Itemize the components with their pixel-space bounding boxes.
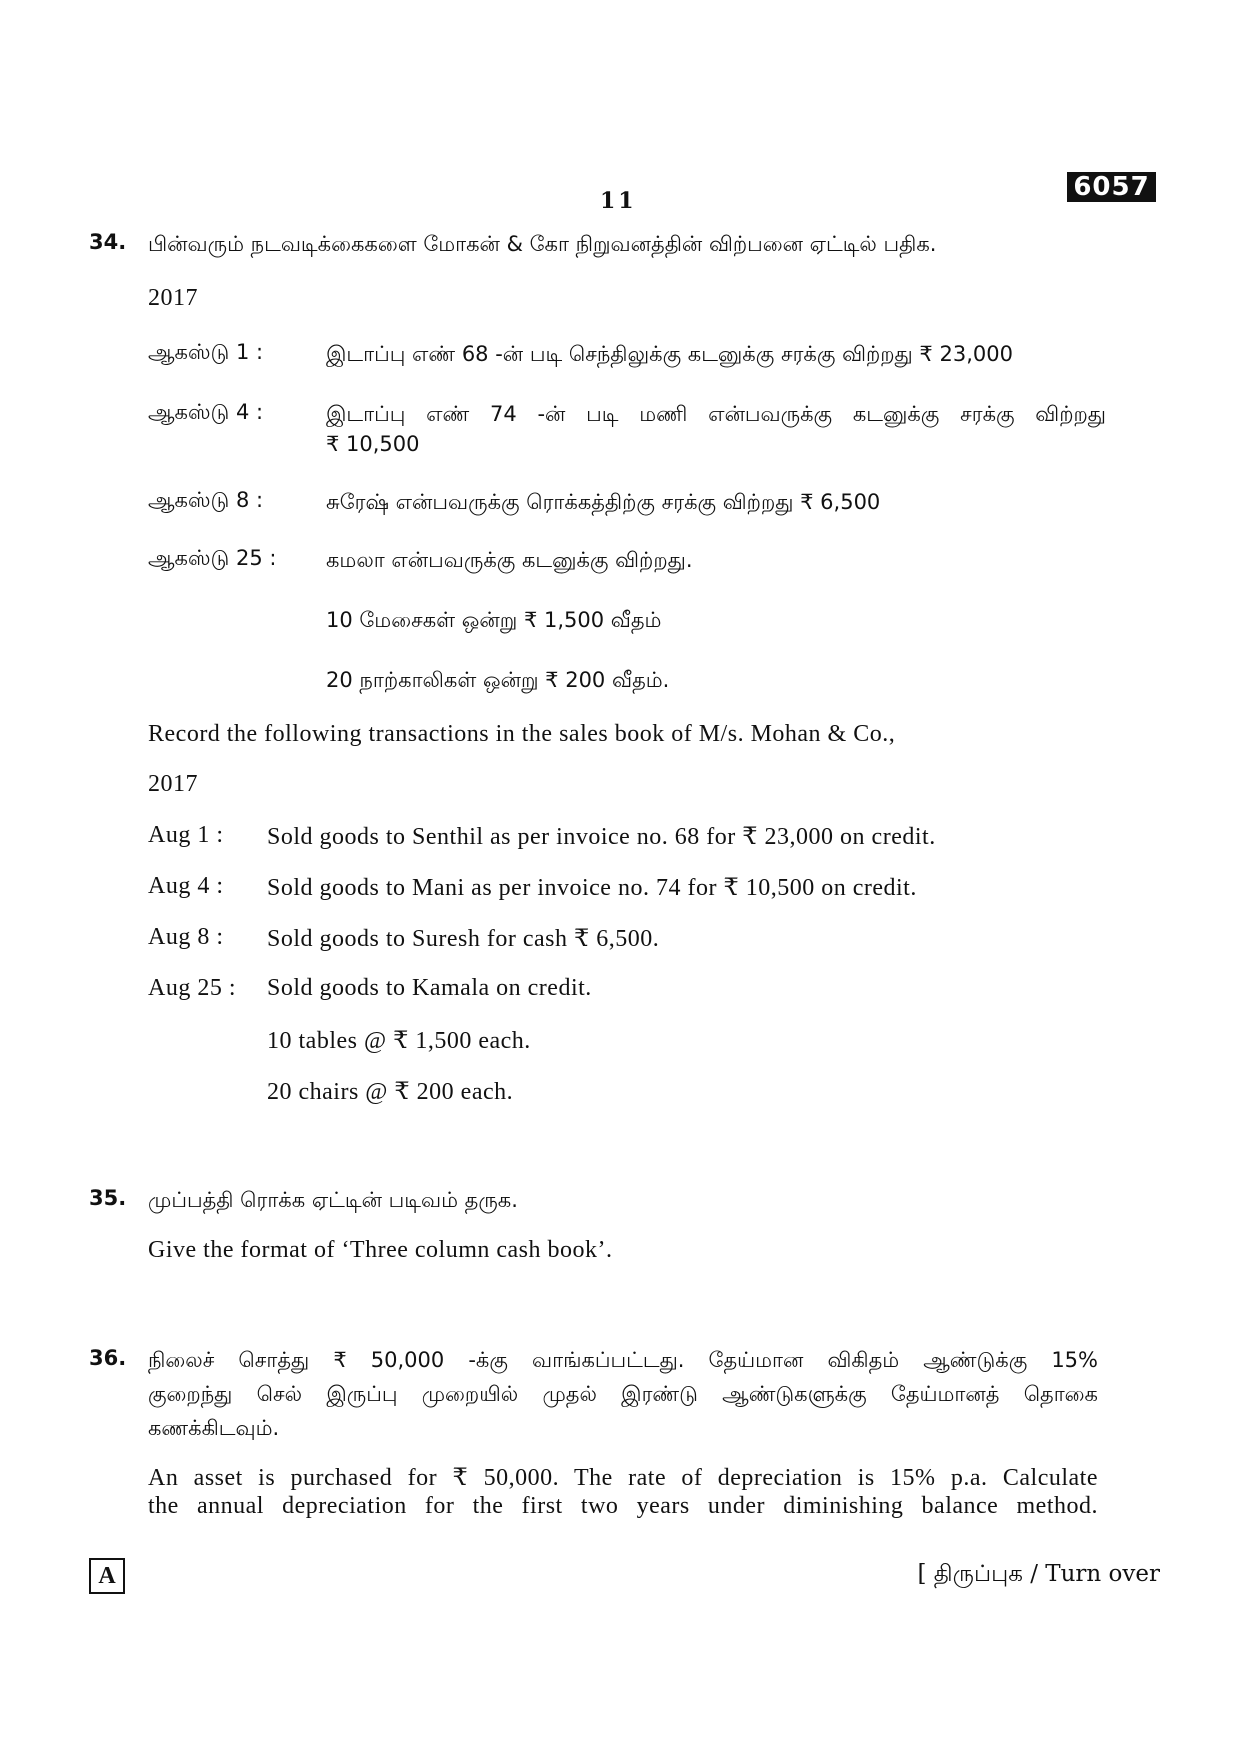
q34-english-entry-4: Sold goods to Kamala on credit. (267, 975, 592, 1001)
q34-tamil-date-4: ஆகஸ்டு 25 : (148, 546, 277, 570)
q36-tamil-line-1: நிலைச் சொத்து ₹ 50,000 -க்கு வாங்கப்பட்டது. தேய்மான விகிதம் ஆண்டுக்கு 15% (148, 1348, 1098, 1372)
q36-english-line-1: An asset is purchased for ₹ 50,000. The rate of depreciation is 15% p.a. Calculate (148, 1465, 1098, 1491)
question-number-34: 34. (89, 230, 127, 254)
q34-tamil-year: 2017 (148, 285, 198, 311)
q34-tamil-date-1: ஆகஸ்டு 1 : (148, 340, 264, 364)
q34-english-entry-1: Sold goods to Senthil as per invoice no. 68 for ₹ 23,000 on credit. (267, 824, 936, 850)
question-number-36: 36. (89, 1346, 127, 1370)
q34-tamil-entry-2: இடாப்பு எண் 74 -ன் படி மணி என்பவருக்கு கடனுக்கு சரக்கு விற்றது (326, 402, 1106, 426)
q34-english-date-2: Aug 4 : (148, 873, 224, 899)
turn-over-note: [ திருப்புக / Turn over (917, 1561, 1160, 1587)
q34-tamil-date-2: ஆகஸ்டு 4 : (148, 400, 264, 424)
page-number: 11 (600, 188, 637, 214)
q34-english-item-2: 20 chairs @ ₹ 200 each. (267, 1079, 514, 1105)
paper-code-badge: 6057 (1067, 172, 1156, 202)
q34-english-instruction: Record the following transactions in the sales book of M/s. Mohan & Co., (148, 721, 896, 747)
question-number-35: 35. (89, 1186, 127, 1210)
q36-tamil-line-3: கணக்கிடவும். (148, 1416, 280, 1440)
q34-english-date-3: Aug 8 : (148, 924, 224, 950)
booklet-label-box: A (89, 1558, 125, 1594)
q34-english-item-1: 10 tables @ ₹ 1,500 each. (267, 1028, 531, 1054)
q36-english-line-2: the annual depreciation for the first two years under diminishing balance method. (148, 1493, 1098, 1519)
q34-tamil-item-1: 10 மேசைகள் ஒன்று ₹ 1,500 வீதம் (326, 608, 662, 632)
q34-tamil-entry-2-amount: ₹ 10,500 (326, 432, 420, 456)
q34-tamil-date-3: ஆகஸ்டு 8 : (148, 488, 264, 512)
q35-english-text: Give the format of ‘Three column cash book’. (148, 1237, 613, 1263)
q34-english-date-4: Aug 25 : (148, 975, 236, 1001)
q34-tamil-item-2: 20 நாற்காலிகள் ஒன்று ₹ 200 வீதம். (326, 668, 670, 692)
q34-english-date-1: Aug 1 : (148, 822, 224, 848)
q36-tamil-line-2: குறைந்து செல் இருப்பு முறையில் முதல் இரண்டு ஆண்டுகளுக்கு தேய்மானத் தொகை (148, 1382, 1098, 1406)
q34-english-entry-3: Sold goods to Suresh for cash ₹ 6,500. (267, 926, 660, 952)
q34-english-entry-2: Sold goods to Mani as per invoice no. 74 for ₹ 10,500 on credit. (267, 875, 917, 901)
q35-tamil-text: முப்பத்தி ரொக்க ஏட்டின் படிவம் தருக. (148, 1188, 518, 1212)
q34-tamil-entry-3: சுரேஷ் என்பவருக்கு ரொக்கத்திற்கு சரக்கு விற்றது ₹ 6,500 (326, 490, 881, 514)
q34-tamil-entry-4: கமலா என்பவருக்கு கடனுக்கு விற்றது. (326, 548, 693, 572)
q34-tamil-entry-1: இடாப்பு எண் 68 -ன் படி செந்திலுக்கு கடனுக்கு சரக்கு விற்றது ₹ 23,000 (326, 342, 1013, 366)
q34-english-year: 2017 (148, 771, 198, 797)
q34-tamil-instruction: பின்வரும் நடவடிக்கைகளை மோகன் & கோ நிறுவனத்தின் விற்பனை ஏட்டில் பதிக. (148, 232, 937, 256)
